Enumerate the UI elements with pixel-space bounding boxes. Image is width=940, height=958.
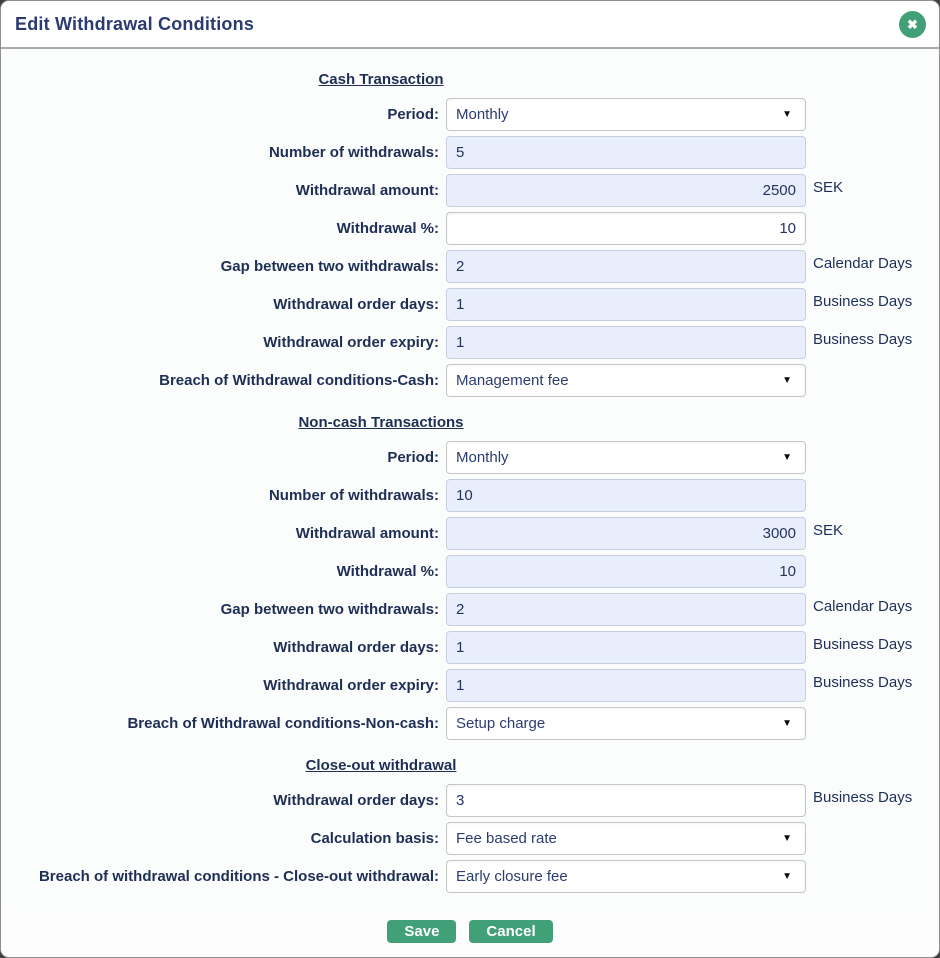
withdrawal-order-days-input — [446, 288, 806, 321]
chevron-down-icon: ▼ — [782, 374, 792, 386]
field-row — [1, 593, 939, 626]
select-value: Monthly — [456, 449, 509, 466]
period-select[interactable] — [446, 98, 806, 131]
field-row — [1, 288, 939, 321]
field-row — [1, 669, 939, 702]
field-suffix: Calendar Days — [813, 255, 913, 272]
field-row — [1, 479, 939, 512]
field-label: Withdrawal order days: — [273, 792, 439, 809]
withdrawal-order-days-input — [446, 631, 806, 664]
cancel-button[interactable]: Cancel — [469, 920, 552, 943]
field-control — [446, 212, 806, 245]
field-suffix: Business Days — [813, 789, 913, 806]
select-value: Management fee — [456, 372, 569, 389]
section-heading-non-cash-transactions: Non-cash Transactions — [298, 414, 464, 431]
field-suffix: Business Days — [813, 674, 913, 691]
field-row — [1, 441, 939, 474]
field-control — [446, 364, 806, 397]
field-row — [1, 250, 939, 283]
chevron-down-icon: ▼ — [782, 832, 792, 844]
field-row — [1, 212, 939, 245]
field-label: Withdrawal amount: — [295, 525, 439, 542]
chevron-down-icon: ▼ — [782, 717, 792, 729]
field-label: Withdrawal order days: — [273, 296, 439, 313]
breach-of-withdrawal-conditions-cash-select[interactable] — [446, 364, 806, 397]
chevron-down-icon: ▼ — [782, 451, 792, 463]
field-label: Withdrawal order days: — [273, 639, 439, 656]
field-control — [446, 631, 806, 664]
dialog-body — [1, 49, 939, 911]
field-row — [1, 555, 939, 588]
field-label: Gap between two withdrawals: — [220, 601, 439, 618]
field-label: Calculation basis: — [310, 830, 439, 847]
field-suffix: Business Days — [813, 331, 913, 348]
save-button[interactable]: Save — [387, 920, 456, 943]
field-suffix: Business Days — [813, 636, 913, 653]
chevron-down-icon: ▼ — [782, 108, 792, 120]
field-row — [1, 364, 939, 397]
number-of-withdrawals-input — [446, 479, 806, 512]
field-suffix: Calendar Days — [813, 598, 913, 615]
field-row — [1, 822, 939, 855]
withdrawal-amount-input — [446, 174, 806, 207]
field-label: Withdrawal %: — [336, 563, 439, 580]
withdrawal-order-expiry-input — [446, 326, 806, 359]
withdrawal-pct-input — [446, 555, 806, 588]
field-row — [1, 707, 939, 740]
field-label: Period: — [387, 106, 439, 123]
number-of-withdrawals-input — [446, 136, 806, 169]
field-row — [1, 631, 939, 664]
field-control — [446, 593, 806, 626]
field-control — [446, 98, 806, 131]
dialog-header — [1, 1, 939, 49]
field-row — [1, 326, 939, 359]
field-row — [1, 174, 939, 207]
field-row — [1, 136, 939, 169]
period-select[interactable] — [446, 441, 806, 474]
field-row — [1, 860, 939, 893]
field-control — [446, 441, 806, 474]
dialog-footer — [1, 911, 939, 957]
field-row — [1, 517, 939, 550]
select-value: Monthly — [456, 106, 509, 123]
section-heading-cash-transaction: Cash Transaction — [318, 71, 444, 88]
field-suffix: Business Days — [813, 293, 913, 310]
close-button[interactable] — [899, 11, 926, 38]
field-label: Withdrawal amount: — [295, 182, 439, 199]
field-label: Number of withdrawals: — [268, 487, 439, 504]
breach-of-withdrawal-conditions-non-cash-select[interactable] — [446, 707, 806, 740]
field-control — [446, 517, 806, 550]
select-value: Fee based rate — [456, 830, 557, 847]
select-value: Setup charge — [456, 715, 546, 732]
field-label: Breach of Withdrawal conditions-Non-cash: — [127, 715, 439, 732]
gap-between-two-withdrawals-input — [446, 250, 806, 283]
field-control — [446, 707, 806, 740]
form-area — [1, 70, 939, 893]
field-control — [446, 479, 806, 512]
field-label: Breach of withdrawal conditions - Close-out withdrawal: — [38, 868, 439, 885]
field-label: Number of withdrawals: — [268, 144, 439, 161]
field-label: Withdrawal %: — [336, 220, 439, 237]
gap-between-two-withdrawals-input — [446, 593, 806, 626]
withdrawal-order-expiry-input — [446, 669, 806, 702]
field-label: Withdrawal order expiry: — [263, 677, 439, 694]
field-suffix: SEK — [813, 179, 844, 196]
section-heading-close-out-withdrawal: Close-out withdrawal — [305, 757, 457, 774]
withdrawal-amount-input — [446, 517, 806, 550]
field-control — [446, 669, 806, 702]
field-label: Gap between two withdrawals: — [220, 258, 439, 275]
breach-of-withdrawal-conditions-close-out-withdrawal-select[interactable] — [446, 860, 806, 893]
field-control — [446, 136, 806, 169]
withdrawal-order-days-input[interactable] — [446, 784, 806, 817]
field-control — [446, 288, 806, 321]
field-label: Breach of Withdrawal conditions-Cash: — [159, 372, 439, 389]
field-control — [446, 174, 806, 207]
field-label: Withdrawal order expiry: — [263, 334, 439, 351]
field-label: Period: — [387, 449, 439, 466]
close-icon: ✖ — [907, 16, 918, 32]
select-value: Early closure fee — [456, 868, 568, 885]
field-control — [446, 250, 806, 283]
withdrawal-pct-input[interactable] — [446, 212, 806, 245]
field-control — [446, 822, 806, 855]
field-suffix: SEK — [813, 522, 844, 539]
field-control — [446, 326, 806, 359]
field-control — [446, 860, 806, 893]
dialog-title: Edit Withdrawal Conditions — [15, 13, 255, 34]
field-control — [446, 784, 806, 817]
chevron-down-icon: ▼ — [782, 870, 792, 882]
field-row — [1, 784, 939, 817]
calculation-basis-select[interactable] — [446, 822, 806, 855]
field-row — [1, 98, 939, 131]
field-control — [446, 555, 806, 588]
